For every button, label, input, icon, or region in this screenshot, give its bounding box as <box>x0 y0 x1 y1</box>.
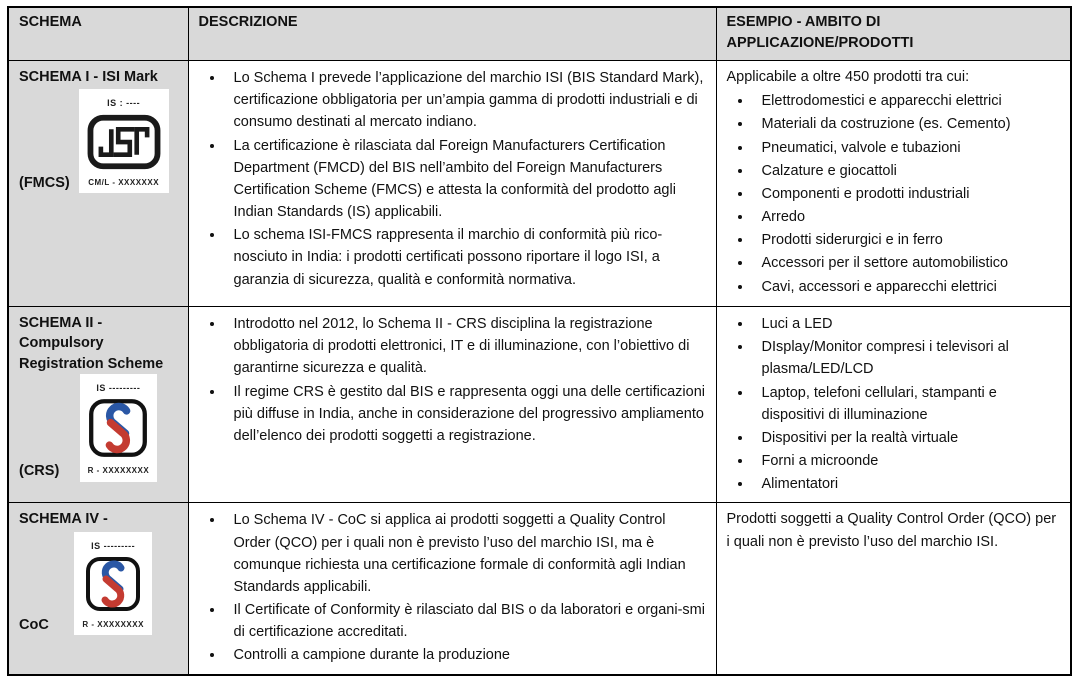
isi-logo-bottom-label: CM/L - XXXXXXX <box>88 177 160 187</box>
schema1-description-list <box>199 67 706 291</box>
bullet-item: • Laptop, telefoni cellulari, stampanti e dispositivi di illuminazione <box>753 382 1061 426</box>
schema1-subtitle: (FMCS) <box>19 174 70 191</box>
header-cell-descrizione: DESCRIZIONE <box>188 7 716 61</box>
isi-logo-top-label: IS : ---- <box>107 98 141 109</box>
schema2-cell <box>8 307 188 503</box>
crs-logo-bottom-label: R - XXXXXXXX <box>87 466 150 476</box>
schema4-title: SCHEMA IV - <box>19 511 108 528</box>
header-cell-schema: SCHEMA <box>8 7 188 61</box>
schema2-subtitle: (CRS) <box>19 463 60 480</box>
bullet-item: • Il regime CRS è gestito dal BIS e rappresenta oggi una delle certificazioni più diffuse in India, anche in considerazione del progressivo ampliamento dell’elenco dei prodotti soggetti a registrazione. <box>225 381 706 448</box>
header-cell-esempio: ESEMPIO - AMBITO DI APPLICAZIONE/PRODOTTI <box>716 7 1071 61</box>
schema4-description-cell <box>188 503 716 675</box>
schema1-title: SCHEMA I - ISI Mark <box>19 69 158 86</box>
isi-mark-icon <box>87 114 161 170</box>
bullet-item: • Lo schema ISI-FMCS rappresenta il marchio di conformità più rico-nosciuto in India: i prodotti certificati possono riportare il logo ISI, a garanzia di sicurezza, qualità e conformità normativa. <box>225 224 706 291</box>
bullet-item: • DIsplay/Monitor compresi i televisori al plasma/LED/LCD <box>753 336 1061 380</box>
schema2-example-list <box>727 313 1061 495</box>
bullet-item: • Prodotti siderurgici e in ferro <box>753 229 1061 251</box>
table-row-schema-4 <box>8 503 1071 675</box>
table-row-schema-2 <box>8 307 1071 503</box>
bullet-item: • Elettrodomestici e apparecchi elettrici <box>753 90 1061 112</box>
bullet-item: • Componenti e prodotti industriali <box>753 183 1061 205</box>
crs-logo-top-label: IS --------- <box>91 540 136 551</box>
schema1-cell <box>8 61 188 307</box>
schema1-example-intro: Applicabile a oltre 450 prodotti tra cui: <box>726 69 970 86</box>
bullet-item: • Alimentatori <box>753 473 1061 495</box>
crs-logo <box>74 532 152 636</box>
bullet-item: • Luci a LED <box>753 313 1061 335</box>
bullet-item: • La certificazione è rilasciata dal Foreign Manufacturers Certification Department (FMCD) del BIS nell’ambito del Foreign Manufacturers Certification Scheme (FMCS) e attesta la conformità del prodotto agli Indian Standards (IS) applicabili. <box>225 135 706 224</box>
certification-schemes-table <box>7 6 1072 676</box>
table-row-schema-1 <box>8 61 1071 307</box>
schema1-example-cell <box>716 61 1071 307</box>
bullet-item: • Calzature e giocattoli <box>753 160 1061 182</box>
crs-mark-icon <box>88 398 148 458</box>
schema1-example-list <box>727 90 1061 298</box>
bullet-item: • Pneumatici, valvole e tubazioni <box>753 137 1061 159</box>
crs-logo <box>80 374 158 482</box>
schema2-example-cell <box>716 307 1071 503</box>
schema2-logo-block <box>19 374 178 482</box>
schema1-description-cell <box>188 61 716 307</box>
bullet-item: • Controlli a campione durante la produzione <box>225 644 706 666</box>
crs-logo-top-label: IS --------- <box>96 382 141 393</box>
schema4-example-text: Prodotti soggetti a Quality Control Order (QCO) per i quali non è previsto l’uso del marchio ISI. <box>726 511 1057 550</box>
bullet-item: • Lo Schema IV - CoC si applica ai prodotti soggetti a Quality Control Order (QCO) per i quali non è previsto l’uso del marchio ISI, ma è comunque richiesta una certificazione formale di conformità agli Indian Standards applicabili. <box>225 509 706 598</box>
bullet-item: • Materiali da costruzione (es. Cemento) <box>753 113 1061 135</box>
schema1-logo-block <box>19 89 178 193</box>
bullet-item: • Accessori per il settore automobilistico <box>753 252 1061 274</box>
bullet-item: • Forni a microonde <box>753 450 1061 472</box>
bullet-item: • Lo Schema I prevede l’applicazione del marchio ISI (BIS Standard Mark), certificazione obbligatoria per un’ampia gamma di prodotti industriali e di consumo destinati al mercato indiano. <box>225 67 706 134</box>
bullet-item: • Arredo <box>753 206 1061 228</box>
bullet-item: • Il Certificate of Conformity è rilasciato dal BIS o da laboratori e organi-smi di certificazione accreditati. <box>225 599 706 643</box>
crs-mark-icon <box>85 556 141 612</box>
schema2-description-cell <box>188 307 716 503</box>
schema4-example-cell <box>716 503 1071 675</box>
bullet-item: • Cavi, accessori e apparecchi elettrici <box>753 276 1061 298</box>
bullet-item: • Introdotto nel 2012, lo Schema II - CRS disciplina la registrazione obbligatoria di prodotti elettronici, IT e di illuminazione, con l’obiettivo di garantirne sicurezza e qualità. <box>225 313 706 380</box>
bullet-item: • Dispositivi per la realtà virtuale <box>753 427 1061 449</box>
schema2-title: SCHEMA II - Compulsory Registration Scheme <box>19 315 164 372</box>
schema4-description-list <box>199 509 706 666</box>
schema4-cell <box>8 503 188 675</box>
crs-logo-bottom-label: R - XXXXXXXX <box>82 620 144 629</box>
table-header-row <box>8 7 1071 61</box>
isi-mark-logo <box>79 89 169 193</box>
schema4-logo-block <box>19 532 178 636</box>
schema4-subtitle: CoC <box>19 617 49 633</box>
schema2-description-list <box>199 313 706 447</box>
